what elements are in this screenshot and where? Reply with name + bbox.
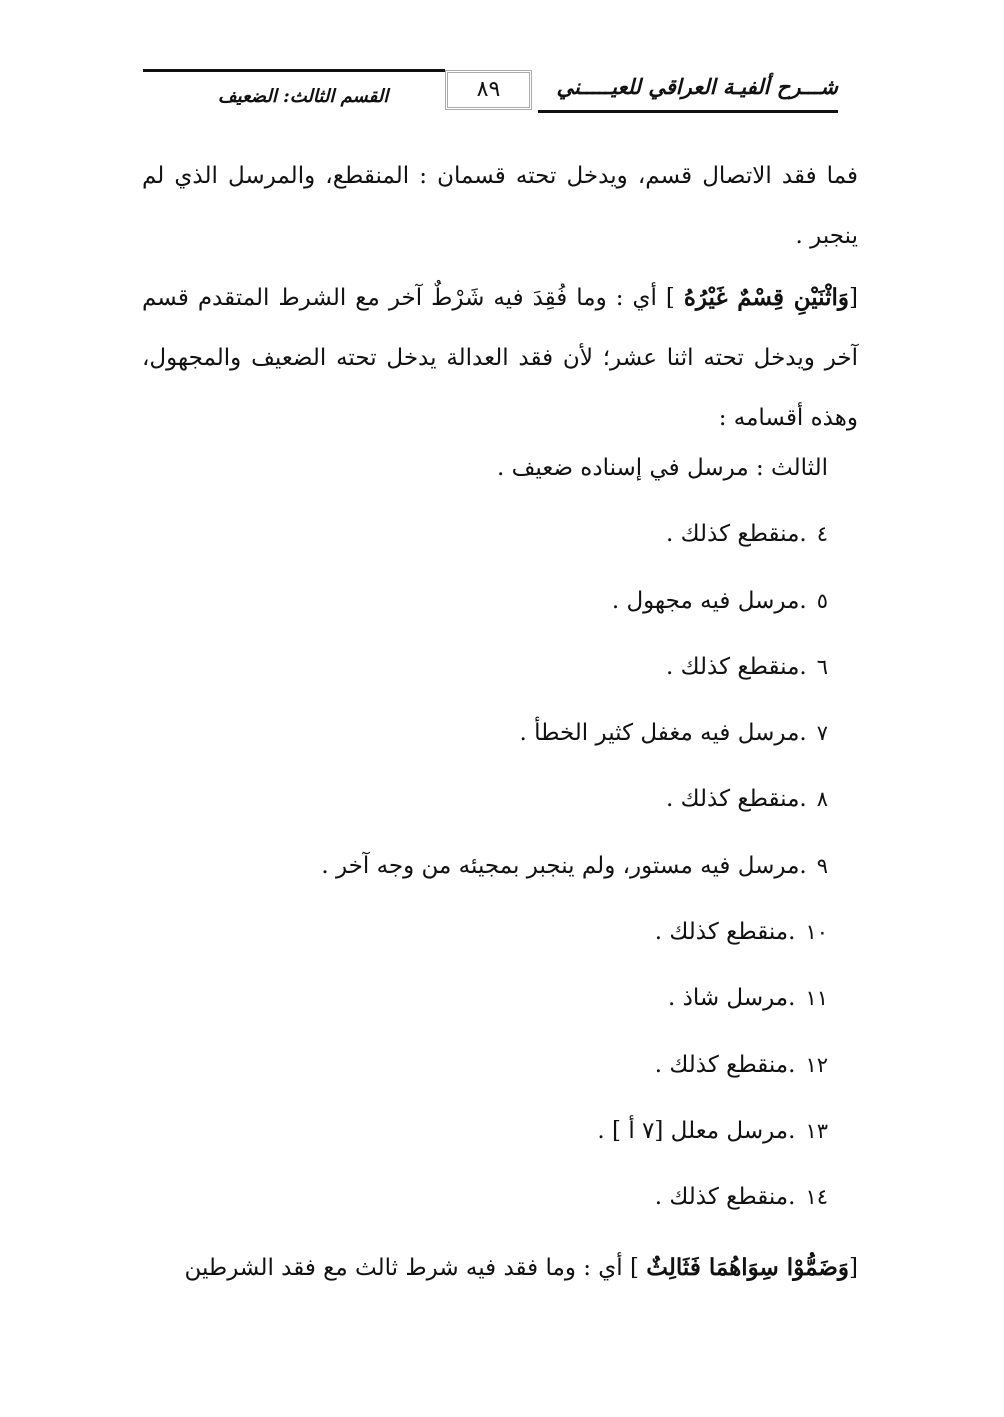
list-item-text: مرسل معلل [٧ أ ] . — [597, 1117, 789, 1144]
list-item-text: منقطع كذلك . — [654, 1051, 789, 1078]
list-item: ١٣.مرسل معلل [٧ أ ] . — [597, 1117, 828, 1144]
list-item: ١٠.منقطع كذلك . — [654, 919, 828, 946]
list-item: ١٢.منقطع كذلك . — [654, 1051, 828, 1078]
section-title: القسم الثالث: الضعيف — [218, 86, 389, 107]
verse-quote: وَضَمُّوْا سِوَاهُمَا فَثَالِثٌ — [646, 1254, 850, 1281]
list-item: ١٤.منقطع كذلك . — [654, 1184, 828, 1211]
list-item-text: منقطع كذلك . — [666, 786, 800, 813]
list-item: ١١.مرسل شاذ . — [667, 985, 828, 1012]
list-item-number: ١١ — [805, 986, 828, 1011]
list-item: ٤.منقطع كذلك . — [666, 521, 828, 548]
list-item-number: ١٣ — [805, 1118, 828, 1143]
categories-list — [268, 438, 828, 1234]
list-item: ٧.مرسل فيه مغفل كثير الخطأ . — [519, 720, 828, 747]
list-item — [268, 438, 828, 504]
paragraph-3: [وَضَمُّوْا سِوَاهُمَا فَثَالِثٌ ] أي : وما فقد فيه شرط ثالث مع فقد الشرطين — [184, 1254, 858, 1281]
list-item-number: ٨ — [816, 787, 828, 812]
paragraph-2: [وَاثْنَيْنِ قِسْمٌ غَيْرُهُ ] أي : وما فُقِدَ فيه شَرْطٌ آخر مع الشرط المتقدم قسم آخر ويدخل تحته اثنا عشر؛ لأن فقد العدالة يدخل تحته الضعيف والمجهول، وهذه أقسامه : — [142, 284, 858, 431]
list-item-number: ١٢ — [805, 1052, 828, 1077]
list-item-number: ٧ — [816, 721, 828, 746]
list-item-text: الثالث : مرسل في إسناده ضعيف . — [496, 455, 828, 481]
list-item: ٥.مرسل فيه مجهول . — [611, 587, 828, 614]
list-item-text: منقطع كذلك . — [654, 919, 789, 946]
book-title: شـــرح ألفيـة العراقي للعيـــــني — [556, 74, 838, 99]
paragraph-3-text: ] أي : وما فقد فيه شرط ثالث مع فقد الشرطين — [184, 1255, 647, 1281]
list-item: ٩.مرسل فيه مستور، ولم ينجبر بمجيئه من وجه آخر . — [321, 852, 828, 879]
header-rule-top — [143, 69, 445, 72]
list-item-text: مرسل فيه مجهول . — [611, 587, 800, 614]
list-item-number: ٦ — [816, 654, 828, 679]
verse-quote: وَاثْنَيْنِ قِسْمٌ غَيْرُهُ — [683, 284, 850, 311]
list-item: ٨.منقطع كذلك . — [666, 786, 828, 813]
list-item-text: مرسل شاذ . — [667, 985, 789, 1012]
list-item-text: منقطع كذلك . — [666, 521, 800, 548]
list-item-number: ١٠ — [805, 920, 828, 945]
list-item-text: مرسل فيه مغفل كثير الخطأ . — [519, 720, 800, 747]
list-item-text: منقطع كذلك . — [654, 1184, 789, 1211]
list-item-text: مرسل فيه مستور، ولم ينجبر بمجيئه من وجه آخر . — [321, 852, 800, 879]
list-item-text: منقطع كذلك . — [666, 653, 800, 680]
page-number: ٨٩ — [445, 70, 532, 110]
list-item-number: ٤ — [816, 522, 828, 547]
paragraph-2-text: ] أي : وما فُقِدَ فيه شَرْطٌ آخر مع الشرط المتقدم قسم آخر ويدخل تحته اثنا عشر؛ لأن فقد العدالة يدخل تحته الضعيف والمجهول، وهذه أقسامه : — [142, 285, 858, 431]
paragraph-1: فما فقد الاتصال قسم، ويدخل تحته قسمان : المنقطع، والمرسل الذي لم ينجبر . — [142, 163, 858, 249]
list-item-number: ١٤ — [805, 1185, 828, 1210]
list-item: ٦.منقطع كذلك . — [666, 653, 828, 680]
header-rule-bottom — [538, 110, 838, 113]
list-item-number: ٥ — [816, 588, 828, 613]
list-item-number: ٩ — [816, 853, 828, 878]
